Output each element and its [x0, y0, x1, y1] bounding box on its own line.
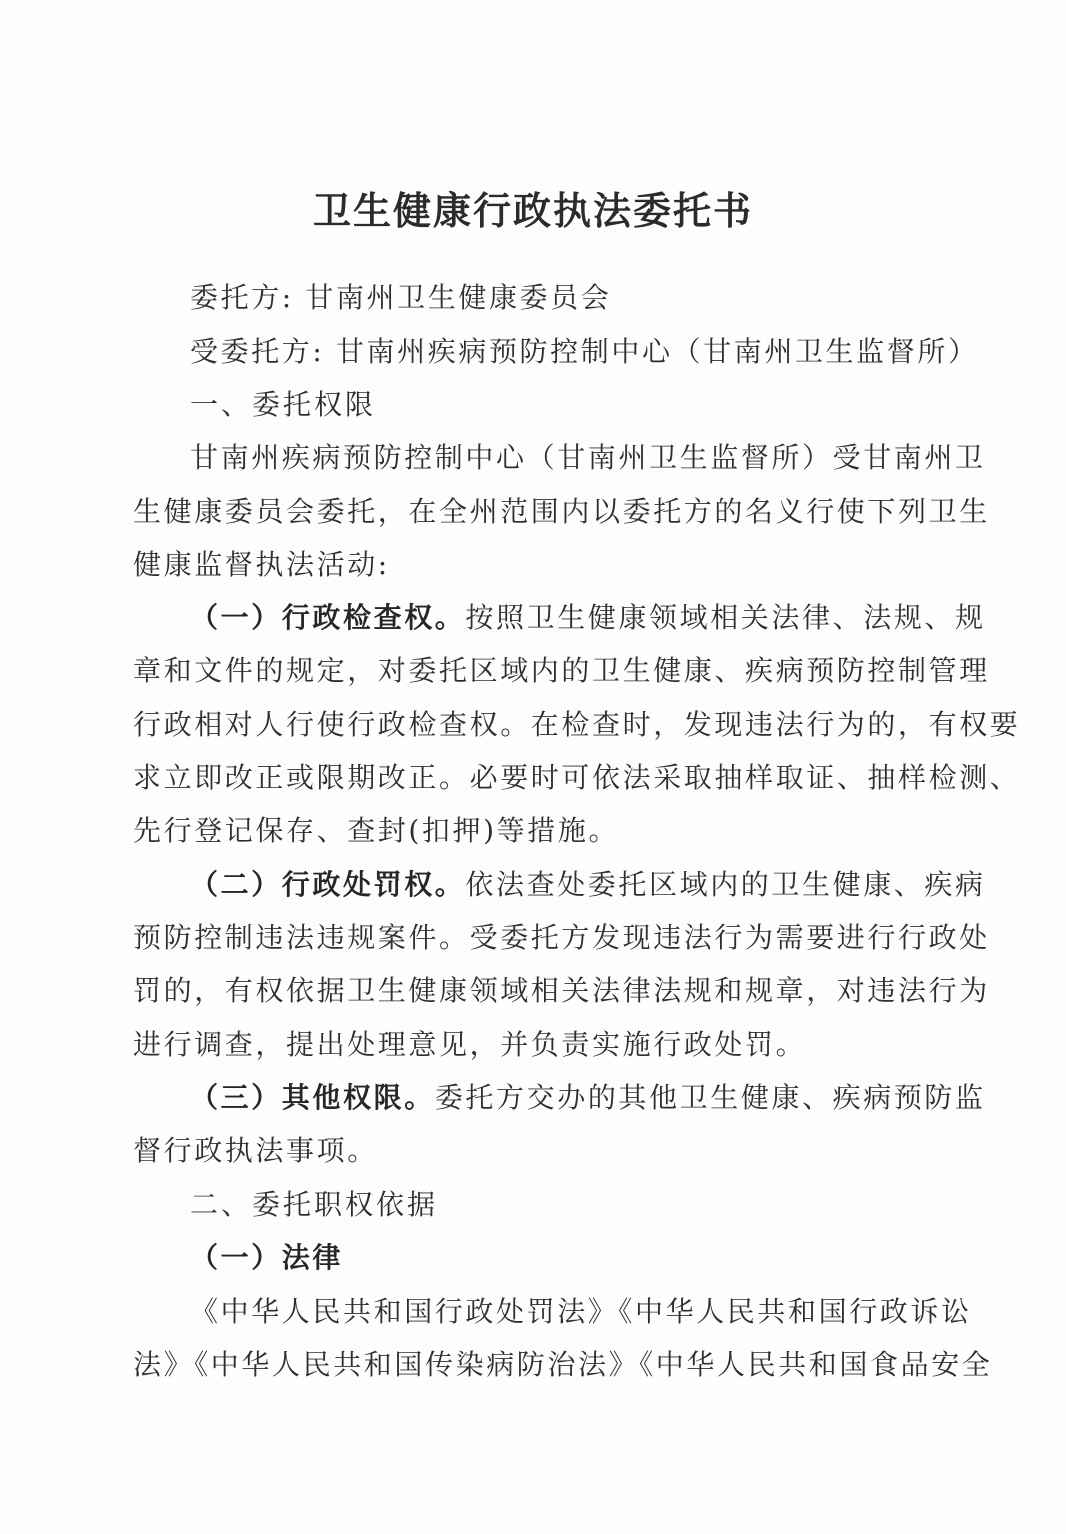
- agent-value: 甘南州疾病预防控制中心（甘南州卫生监督所）: [335, 335, 979, 368]
- item2-line: 预防控制违法违规案件。受委托方发现违法行为需要进行行政处: [133, 921, 990, 954]
- item2-line: 进行调查，提出处理意见，并负责实施行政处罚。: [133, 1028, 807, 1061]
- document-title: 卫生健康行政执法委托书: [312, 188, 753, 233]
- client-label: 委托方:: [190, 281, 294, 314]
- item2-line: 罚的，有权依据卫生健康领域相关法律法规和规章，对违法行为: [133, 974, 990, 1007]
- intro-line: 生健康委员会委托，在全州范围内以委托方的名义行使下列卫生: [133, 495, 990, 528]
- intro-line: 健康监督执法活动:: [133, 548, 390, 581]
- item1-line: 求立即改正或限期改正。必要时可依法采取抽样取证、抽样检测、: [133, 761, 1021, 794]
- item3-text: 委托方交办的其他卫生健康、疾病预防监: [434, 1081, 986, 1114]
- intro-line: 甘南州疾病预防控制中心（甘南州卫生监督所）受甘南州卫: [190, 441, 986, 474]
- client-line: [190, 278, 942, 318]
- section2-heading: 二、委托职权依据: [190, 1188, 439, 1221]
- item1-line: 先行登记保存、查封(扣押)等措施。: [133, 814, 620, 847]
- item1-line: 行政相对人行使行政检查权。在检查时，发现违法行为的，有权要: [133, 708, 1021, 741]
- client-value: 甘南州卫生健康委员会: [305, 281, 612, 314]
- item2-title: （二）行政处罚权。: [190, 868, 466, 901]
- item2-text: 依法查处委托区域内的卫生健康、疾病: [465, 868, 986, 901]
- section1-heading: 一、委托权限: [190, 388, 377, 421]
- law-line: 《中华人民共和国行政处罚法》《中华人民共和国行政诉讼: [190, 1295, 972, 1328]
- item2-first-line: [190, 865, 986, 905]
- item3-title: （三）其他权限。: [190, 1081, 435, 1114]
- law-heading: （一）法律: [190, 1241, 344, 1274]
- item1-text: 按照卫生健康领域相关法律、法规、规: [465, 601, 986, 634]
- agent-line: [190, 332, 979, 372]
- item3-first-line: [190, 1078, 986, 1118]
- item1-first-line: [190, 598, 986, 638]
- item1-line: 章和文件的规定，对委托区域内的卫生健康、疾病预防控制管理: [133, 654, 990, 687]
- item3-line: 督行政执法事项。: [133, 1134, 378, 1167]
- agent-label: 受委托方:: [190, 335, 325, 368]
- item1-title: （一）行政检查权。: [190, 601, 466, 634]
- law-line: 法》《中华人民共和国传染病防治法》《中华人民共和国食品安全: [133, 1348, 993, 1381]
